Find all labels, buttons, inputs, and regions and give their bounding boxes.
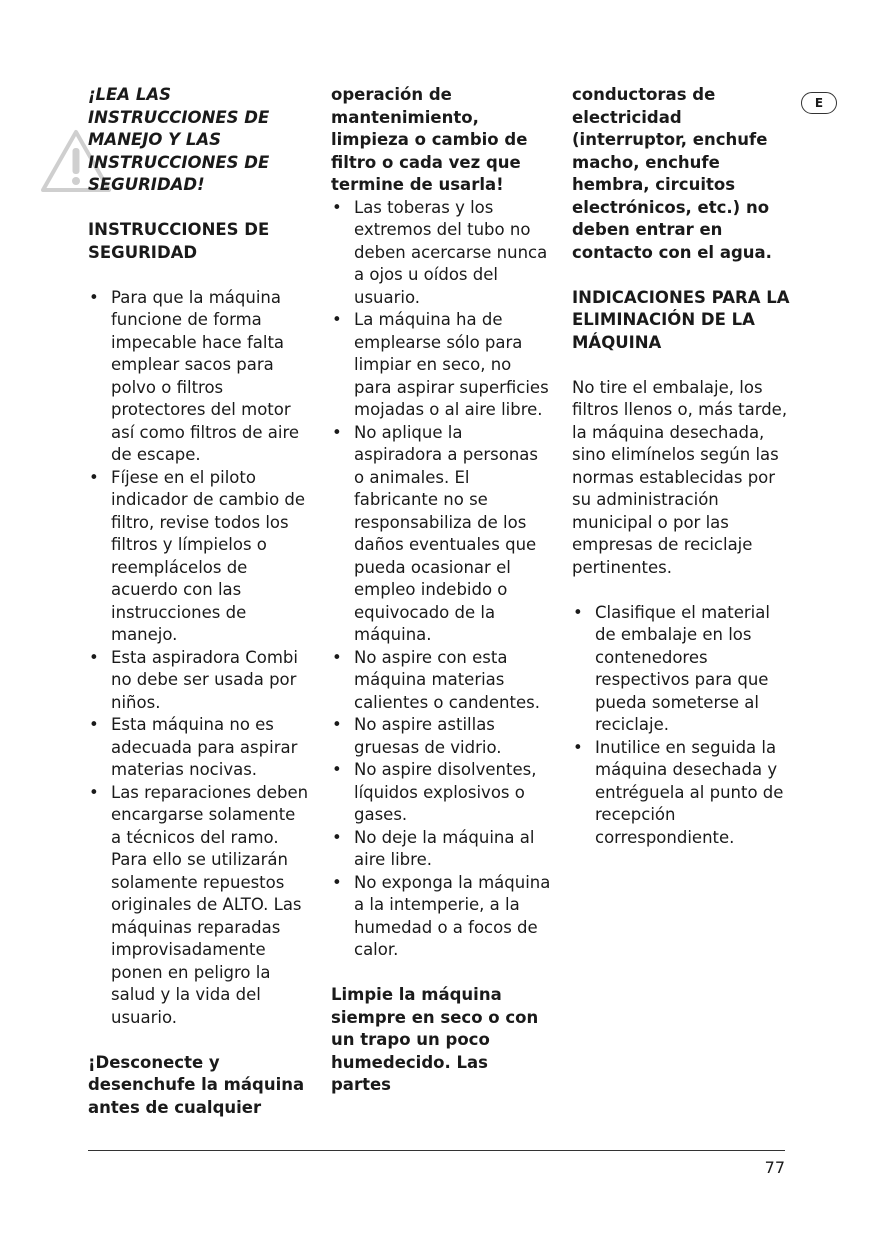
list-item: • No deje la máquina al aire libre.: [331, 827, 551, 872]
page-number: 77: [764, 1158, 785, 1177]
dry-clean-warning-start: Limpie la máquina siempre en seco o con un trapo un poco humedecido. Las partes: [331, 985, 539, 1094]
list-item: • Las reparaciones deben encargarse solamente a técnicos del ramo. Para ello se utilizarán solamente repuestos originales de ALTO. Las máquinas reparadas improvisadamente ponen en peligro la salud y la vida del usuario.: [88, 782, 310, 1030]
safety-list: [88, 287, 310, 1030]
dry-clean-warning-continued: conductoras de electricidad (interruptor, enchufe macho, enchufe hembra, circuitos electrónicos, etc.) no deben entrar en contacto con el agua.: [572, 85, 772, 262]
column-1: [88, 84, 310, 1119]
list-item: • No aspire con esta máquina materias calientes o candentes.: [331, 647, 551, 715]
disposal-list: [572, 602, 792, 850]
list-item: • Para que la máquina funcione de forma impecable hace falta emplear sacos para polvo o filtros protectores del motor así como filtros de aire de escape.: [88, 287, 310, 467]
list-item: • Inutilice en seguida la máquina desechada y entréguela al punto de recepción correspondiente.: [572, 737, 792, 850]
disposal-paragraph: No tire el embalaje, los filtros llenos o, más tarde, la máquina desechada, sino elimínelos según las normas establecidas por su administración municipal o por las empresas de reciclaje pertinentes.: [572, 377, 788, 577]
list-item: • No aspire disolventes, líquidos explosivos o gases.: [331, 759, 551, 827]
safety-instructions-heading: INSTRUCCIONES DE SEGURIDAD: [88, 220, 270, 262]
safety-list-continued: [331, 197, 551, 962]
list-item: • No exponga la máquina a la intemperie, a la humedad o a focos de calor.: [331, 872, 551, 962]
column-3: [572, 84, 792, 849]
list-item: • No aplique la aspiradora a personas o animales. El fabricante no se responsabiliza de los daños eventuales que pueda ocasionar el empleo indebido o equivocado de la máquina.: [331, 422, 551, 647]
list-item: • No aspire astillas gruesas de vidrio.: [331, 714, 551, 759]
read-instructions-heading: ¡LEA LAS INSTRUCCIONES DE MANEJO Y LAS INSTRUCCIONES DE SEGURIDAD!: [88, 85, 270, 194]
column-2: [331, 84, 551, 1097]
list-item: • Esta máquina no es adecuada para aspirar materias nocivas.: [88, 714, 310, 782]
list-item: • Esta aspiradora Combi no debe ser usada por niños.: [88, 647, 310, 715]
list-item: • La máquina ha de emplearse sólo para limpiar en seco, no para aspirar superficies mojadas o al aire libre.: [331, 309, 551, 422]
disconnect-warning-continued: operación de mantenimiento, limpieza o cambio de filtro o cada vez que termine de usarla!: [331, 85, 528, 194]
list-item: • Las toberas y los extremos del tubo no deben acercarse nunca a ojos u oídos del usuario.: [331, 197, 551, 310]
list-item: • Clasifique el material de embalaje en los contenedores respectivos para que pueda someterse al reciclaje.: [572, 602, 792, 737]
disposal-heading: INDICACIONES PARA LA ELIMINACIÓN DE LA MÁQUINA: [572, 287, 790, 352]
list-item: • Fíjese en el piloto indicador de cambio de filtro, revise todos los filtros y límpielos o reemplácelos de acuerdo con las instrucciones de manejo.: [88, 467, 310, 647]
disconnect-warning-start: ¡Desconecte y desenchufe la máquina antes de cualquier: [88, 1052, 305, 1117]
footer-divider: [88, 1150, 785, 1151]
language-badge: E: [801, 92, 837, 114]
